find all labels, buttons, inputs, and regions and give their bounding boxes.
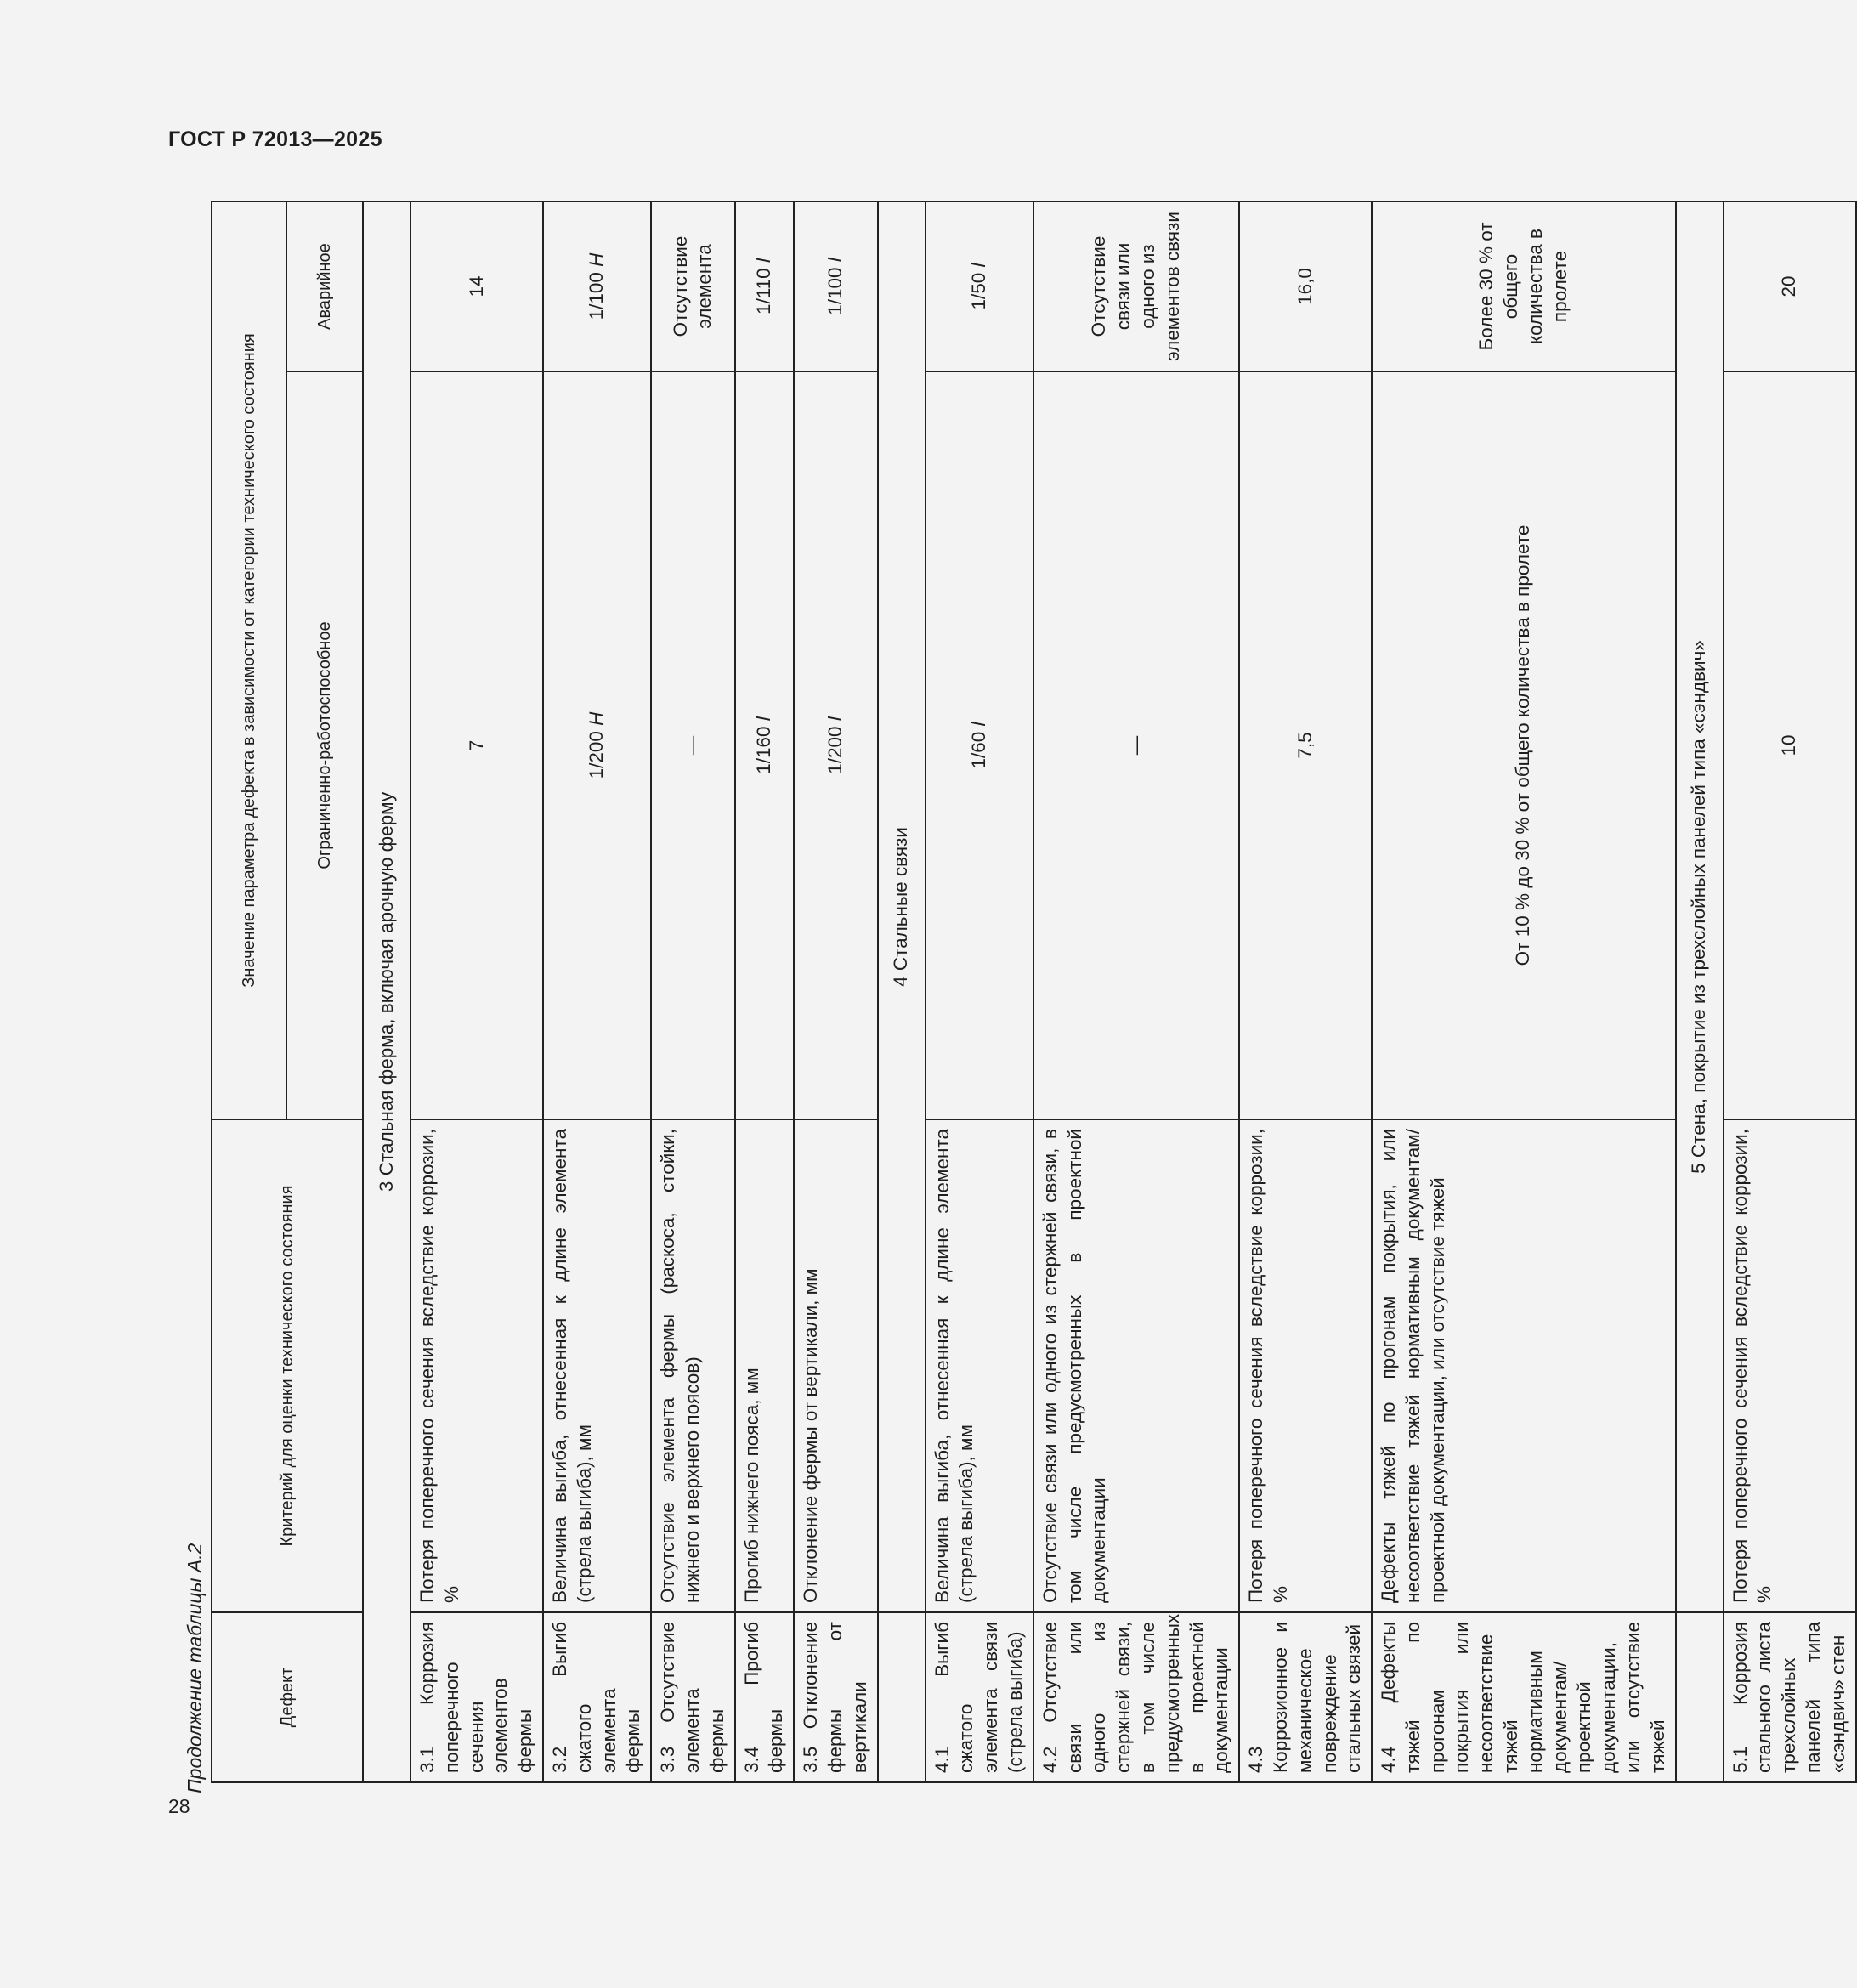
cell-criterion: Дефекты тяжей по прогонам покрытия, или несоответствие тяжей нормативным документам/проектной документации, или отсутствие тяжей <box>1372 1119 1676 1612</box>
section-row <box>363 201 410 1782</box>
col-header-limited: Ограниченно-работоспособное <box>286 371 363 1119</box>
section-blank-cell <box>1676 1612 1724 1782</box>
cell-criterion: Потеря поперечного сечения вследствие коррозии, % <box>410 1119 543 1612</box>
cell-defect: 5.1 Коррозия стального листа трехслойных панелей типа «сэндвич» стен <box>1724 1612 1856 1782</box>
table-header-row <box>212 201 286 1782</box>
table-row <box>735 201 795 1782</box>
col-header-defect: Дефект <box>212 1612 363 1782</box>
section-title: 3 Стальная ферма, включая арочную ферму <box>363 201 410 1782</box>
cell-criterion: Отсутствие элемента фермы (раскоса, стойки, нижнего и верхнего поясов) <box>651 1119 734 1612</box>
cell-criterion: Величина выгиба, отнесенная к длине элемента (стрела выгиба), мм <box>926 1119 1033 1612</box>
cell-emergency: 14 <box>410 201 543 371</box>
cell-emergency: 1/110 l <box>735 201 795 371</box>
cell-limited: — <box>1033 371 1239 1119</box>
cell-defect: 3.4 Прогиб фермы <box>735 1612 795 1782</box>
cell-criterion: Потеря поперечного сечения вследствие коррозии, % <box>1239 1119 1372 1612</box>
col-header-criterion: Критерий для оценки технического состояния <box>212 1119 363 1612</box>
page-number: 28 <box>168 1795 190 1817</box>
cell-limited: 1/160 l <box>735 371 795 1119</box>
cell-emergency: 16,0 <box>1239 201 1372 371</box>
col-header-value-group: Значение параметра дефекта в зависимости от категории технического состояния <box>212 201 286 1119</box>
cell-limited: 1/60 l <box>926 371 1033 1119</box>
table-row <box>1724 201 1856 1782</box>
cell-limited: 1/200 H <box>543 371 651 1119</box>
table-row <box>926 201 1033 1782</box>
table-caption: Продолжение таблицы А.2 <box>184 1543 206 1793</box>
cell-limited: 10 <box>1724 371 1856 1119</box>
document-header: ГОСТ Р 72013—2025 <box>168 127 382 151</box>
defects-table <box>211 201 1857 1783</box>
cell-limited: 7,5 <box>1239 371 1372 1119</box>
cell-defect: 4.3 Коррозионное и механическое повреждение стальных связей <box>1239 1612 1372 1782</box>
section-title: 4 Стальные связи <box>878 201 926 1612</box>
cell-criterion: Потеря поперечного сечения вследствие коррозии, % <box>1724 1119 1856 1612</box>
cell-criterion: Отклонение фермы от вертикали, мм <box>794 1119 877 1612</box>
cell-emergency: Отсутствие элемента <box>651 201 734 371</box>
cell-defect: 3.3 Отсутствие элемента фермы <box>651 1612 734 1782</box>
rotated-table-container <box>211 202 1849 1783</box>
table-row <box>1372 201 1676 1782</box>
cell-limited: От 10 % до 30 % от общего количества в пролете <box>1372 371 1676 1119</box>
cell-criterion: Величина выгиба, отнесенная к длине элемента (стрела выгиба), мм <box>543 1119 651 1612</box>
table-row <box>1033 201 1239 1782</box>
section-row <box>878 201 926 1782</box>
cell-emergency: Более 30 % от общего количества в пролете <box>1372 201 1676 371</box>
cell-defect: 3.2 Выгиб сжатого элемента фермы <box>543 1612 651 1782</box>
cell-emergency: 1/100 H <box>543 201 651 371</box>
cell-emergency: Отсутствие связи или одного из элементов связи <box>1033 201 1239 371</box>
col-header-emergency: Аварийное <box>286 201 363 371</box>
cell-emergency: 1/50 l <box>926 201 1033 371</box>
cell-defect: 3.5 Отклонение фермы от вертикали <box>794 1612 877 1782</box>
cell-limited: — <box>651 371 734 1119</box>
table-row <box>543 201 651 1782</box>
cell-defect: 4.1 Выгиб сжатого элемента связи (стрела выгиба) <box>926 1612 1033 1782</box>
section-blank-cell <box>878 1612 926 1782</box>
section-row <box>1676 201 1724 1782</box>
table-row <box>1239 201 1372 1782</box>
cell-defect: 4.4 Дефекты тяжей по прогонам покрытия или несоответствие тяжей нормативным документам/проектной документации, или отсутствие тяжей <box>1372 1612 1676 1782</box>
cell-criterion: Отсутствие связи или одного из стержней связи, в том числе предусмотренных в проектной документации <box>1033 1119 1239 1612</box>
cell-limited: 7 <box>410 371 543 1119</box>
cell-emergency: 20 <box>1724 201 1856 371</box>
cell-defect: 4.2 Отсутствие связи или одного из стержней связи, в том числе предусмотренных в проектной документации <box>1033 1612 1239 1782</box>
cell-defect: 3.1 Коррозия поперечного сечения элементов фермы <box>410 1612 543 1782</box>
cell-limited: 1/200 l <box>794 371 877 1119</box>
cell-criterion: Прогиб нижнего пояса, мм <box>735 1119 795 1612</box>
table-row <box>794 201 877 1782</box>
table-row <box>651 201 734 1782</box>
section-title: 5 Стена, покрытие из трехслойных панелей типа «сэндвич» <box>1676 201 1724 1612</box>
table-row <box>410 201 543 1782</box>
cell-emergency: 1/100 l <box>794 201 877 371</box>
